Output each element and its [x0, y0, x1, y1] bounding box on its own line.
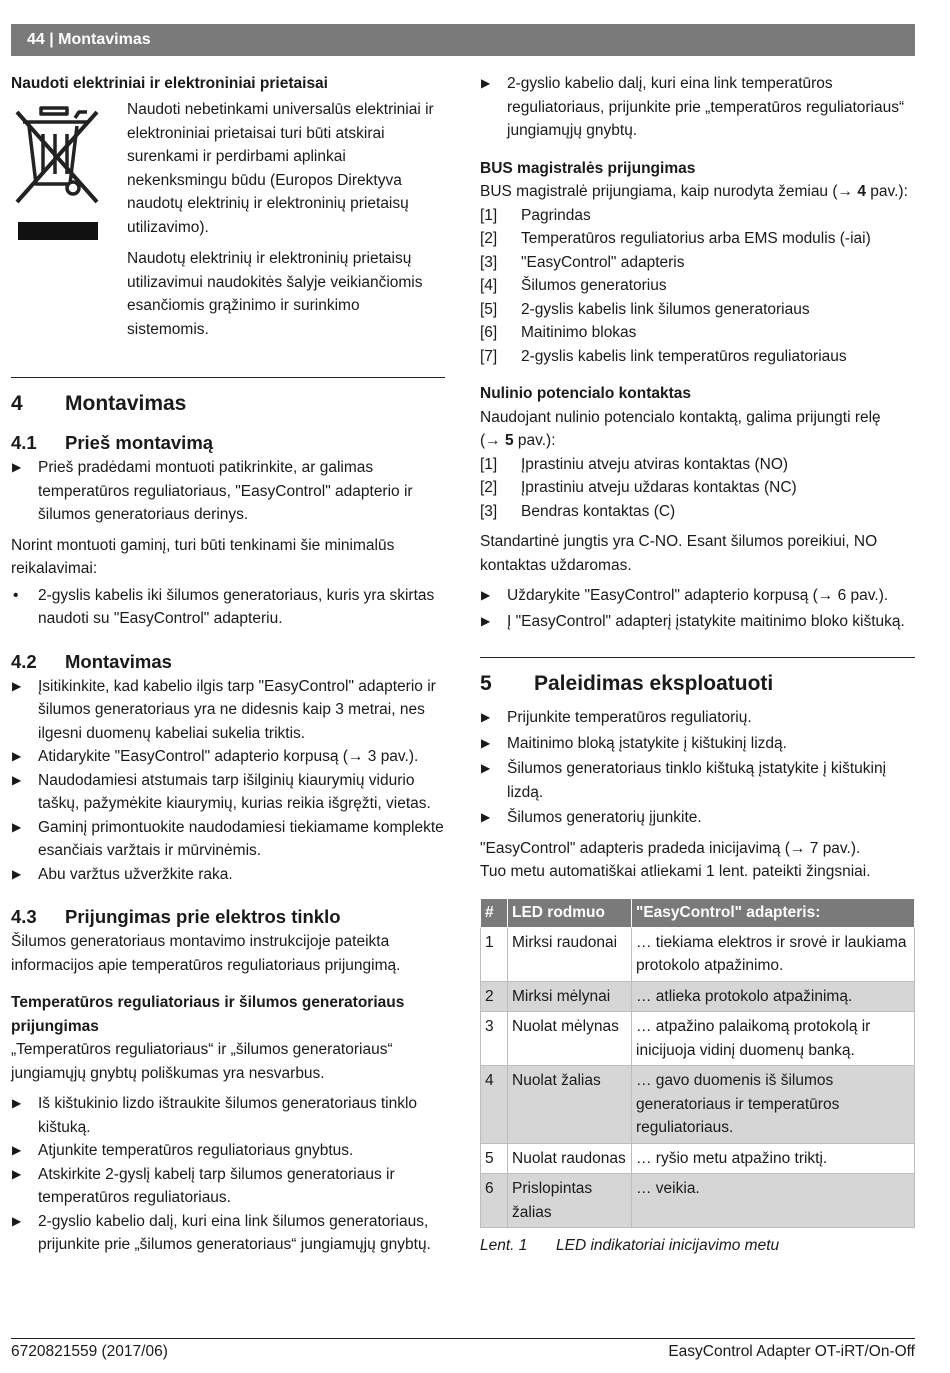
arrow-icon: ▶ — [481, 735, 491, 750]
list-item: [1] Pagrindas — [480, 206, 591, 224]
arrow-icon: ▶ — [12, 678, 22, 693]
left-column — [11, 72, 445, 1257]
list-item: [4] Šilumos generatorius — [480, 277, 667, 294]
bus-heading: BUS magistralės prijungimas — [480, 159, 696, 177]
table-header-cell: "EasyControl" adapteris: — [632, 898, 915, 927]
table-row: 2 Mirksi mėlynai … atlieka protokolo atpažinimą. — [481, 981, 915, 1012]
table-row: 6 Prislopintas žalias … veikia. — [481, 1174, 915, 1228]
step-item: ▶ Atjunkite temperatūros reguliatoriaus gnybtus. — [11, 1139, 445, 1163]
arrow-icon: ▶ — [481, 613, 491, 628]
weee-heading: Naudoti elektriniai ir elektroniniai prietaisai — [11, 75, 328, 92]
step-item: ▶ Naudodamiesi atstumais tarp išilginių kiaurymių vidurio taškų, pažymėkite kiaurymių, kurias reikia išgręžti, vietas. — [11, 769, 445, 816]
step-item: ▶ Iš kištukinio lizdo ištraukite šilumos generatoriaus tinklo kištuką. — [11, 1092, 445, 1139]
list-item: [3] "EasyControl" adapteris — [480, 253, 685, 271]
weee-text — [127, 98, 445, 341]
table-row: 4 Nuolat žalias … gavo duomenis iš šilumos generatoriaus ir temperatūros reguliatoriaus. — [481, 1066, 915, 1144]
arrow-icon: ▶ — [481, 761, 491, 775]
led-table — [480, 898, 915, 1229]
section-divider — [480, 657, 915, 658]
step-item: ▶ Maitinimo bloką įstatykite į kištukinį lizdą. — [480, 732, 915, 756]
arrow-icon: ▶ — [12, 460, 22, 474]
arrow-icon: ▶ — [481, 588, 491, 602]
section-5-heading: 5 Paleidimas eksploatuoti — [480, 672, 774, 695]
zero-potential-para: Standartinė jungtis yra C-NO. Esant šilumos poreikiui, NO kontaktas uždaromas. — [480, 533, 878, 574]
footer-doc-number: 6720821559 (2017/06) — [11, 1343, 168, 1360]
table-header-cell: LED rodmuo — [508, 898, 632, 927]
footer-product-name: EasyControl Adapter OT-iRT/On-Off — [668, 1343, 915, 1360]
arrow-icon: ▶ — [12, 1213, 22, 1228]
bus-intro: BUS magistralė prijungiama, kaip nurodyta žemiau (→ 4 pav.): — [480, 183, 908, 200]
weee-notice — [11, 72, 445, 342]
list-item: [5] 2-gyslis kabelis link šilumos generatoriaus — [480, 300, 810, 318]
arrow-icon: ▶ — [12, 866, 22, 881]
list-item: [3] Bendras kontaktas (C) — [480, 502, 676, 520]
table-caption: Lent. 1 LED indikatoriai inicijavimo metu — [480, 1237, 780, 1254]
init-para: "EasyControl" adapteris pradeda inicijavimą (→ 7 pav.). Tuo metu automatiškai atliekami 1 lent. pateikti žingsniai. — [480, 839, 871, 880]
arrow-icon: ▶ — [481, 810, 491, 824]
page-header — [11, 24, 915, 56]
list-item: [2] Įprastiniu atveju uždaras kontaktas (NC) — [480, 479, 797, 496]
step-item: ▶ Uždarykite "EasyControl" adapterio korpusą (→ 6 pav.). — [480, 584, 915, 608]
list-item: [6] Maitinimo blokas — [480, 324, 637, 341]
list-item: [1] Įprastiniu atveju atviras kontaktas (NO) — [480, 455, 789, 473]
step-item: ▶ Atidarykite "EasyControl" adapterio korpusą (→ 3 pav.). — [11, 745, 445, 769]
arrow-icon: ▶ — [12, 1143, 22, 1157]
arrow-icon: ▶ — [12, 749, 22, 763]
arrow-icon: ▶ — [12, 819, 22, 834]
arrow-icon: ▶ — [12, 1166, 22, 1181]
requirements-intro: Norint montuoti gaminį, turi būti tenkinami šie minimalūs reikalavimai: — [11, 536, 395, 577]
section-4-1-heading: 4.1 Prieš montavimą — [11, 432, 214, 453]
zero-potential-intro: Naudojant nulinio potencialo kontaktą, galima prijungti relę (→ 5 pav.): — [480, 408, 881, 449]
weee-crossed-bin-icon — [11, 100, 103, 248]
arrow-icon: ▶ — [481, 710, 491, 724]
step-item: ▶ Šilumos generatoriaus tinklo kištuką įstatykite į kištukinį lizdą. — [480, 757, 915, 804]
table-row: 3 Nuolat mėlynas … atpažino palaikomą protokolą ir inicijuoja vidinį duomenų banką. — [481, 1012, 915, 1066]
section-4-3-para: Šilumos generatoriaus montavimo instrukcijoje pateikta informacijos apie temperatūros reguliatoriaus prijungimą. — [11, 933, 401, 974]
section-divider — [11, 377, 445, 378]
step-item: ▶ Įsitikinkite, kad kabelio ilgis tarp "EasyControl" adapterio ir šilumos generatoriaus yra ne didesnis kaip 3 metrai, nes ilgesni duomenų kabeliai sukelia triktis. — [11, 675, 445, 746]
section-4-2-heading: 4.2 Montavimas — [11, 650, 172, 672]
step-item: ▶ Prijunkite temperatūros reguliatorių. — [480, 706, 915, 730]
weee-para-1: Naudoti nebetinkami universalūs elektriniai ir elektroniniai prietaisai turi būti atskirai surenkami ir perdirbami aplinkai nekenksmingu būdu (Europos Direktyva naudotų elektrinių ir elektroninių prietaisų utilizavimo). — [127, 101, 434, 236]
bullet-item: • 2-gyslis kabelis iki šilumos generatoriaus, kuris yra skirtas naudoti su "EasyControl" adapteriu. — [11, 584, 445, 631]
section-4-heading: 4 Montavimas — [11, 392, 187, 415]
page-header-title: 44 | Montavimas — [27, 31, 151, 48]
table-header-row — [481, 898, 915, 927]
step-item: ▶ Atskirkite 2-gyslį kabelį tarp šilumos generatoriaus ir temperatūros reguliatoriaus. — [11, 1163, 445, 1210]
step-item: ▶ Abu varžtus užveržkite raka. — [11, 863, 445, 887]
step-item: ▶ Šilumos generatorių įjunkite. — [480, 806, 915, 830]
section-4-3-heading: 4.3 Prijungimas prie elektros tinklo — [11, 906, 341, 927]
arrow-icon: ▶ — [481, 76, 491, 90]
table-row: 5 Nuolat raudonas … ryšio metu atpažino triktį. — [481, 1143, 915, 1174]
bullet-icon: • — [13, 586, 19, 604]
step-item: ▶ Prieš pradėdami montuoti patikrinkite, ar galimas temperatūros reguliatoriaus, "EasyControl" adapterio ir šilumos generatoriaus derinys. — [11, 456, 445, 527]
step-item: ▶ Gaminį primontuokite naudodamiesi tiekiamame komplekte esančiais varžtais ir mūrvinėmis. — [11, 816, 445, 863]
connection-subheading: Temperatūros reguliatoriaus ir šilumos generatoriaus prijungimas — [11, 994, 405, 1035]
step-item: ▶ 2-gyslio kabelio dalį, kuri eina link šilumos generatoriaus, prijunkite prie „šilumos generatoriaus“ jungiamųjų gnybtų. — [11, 1210, 445, 1257]
table-row: 1 Mirksi raudonai … tiekiama elektros ir srovė ir laukiama protokolo atpažinimo. — [481, 927, 915, 981]
weee-para-2: Naudotų elektrinių ir elektroninių prietaisų utilizavimui naudokitės šalyje veikiančiomis esančiomis grąžinimo ir surinkimo sistemomis. — [127, 250, 423, 338]
arrow-icon: ▶ — [12, 772, 22, 787]
zero-potential-heading: Nulinio potencialo kontaktas — [480, 385, 691, 402]
right-column — [480, 72, 915, 1258]
list-item: [7] 2-gyslis kabelis link temperatūros reguliatoriaus — [480, 347, 847, 365]
list-item: [2] Temperatūros reguliatorius arba EMS modulis (-iai) — [480, 230, 871, 247]
table-header-cell: # — [481, 898, 508, 927]
arrow-icon: ▶ — [12, 1096, 22, 1110]
step-item: ▶ 2-gyslio kabelio dalį, kuri eina link temperatūros reguliatoriaus, prijunkite prie „temperatūros reguliatoriaus“ jungiamųjų gnybtų. — [480, 72, 915, 143]
polarity-para: „Temperatūros reguliatoriaus“ ir „šilumos generatoriaus“ jungiamųjų gnybtų poliškumas yra nesvarbus. — [11, 1041, 393, 1082]
footer-divider — [11, 1338, 915, 1339]
step-item: ▶ Į "EasyControl" adapterį įstatykite maitinimo bloko kištuką. — [480, 610, 915, 634]
